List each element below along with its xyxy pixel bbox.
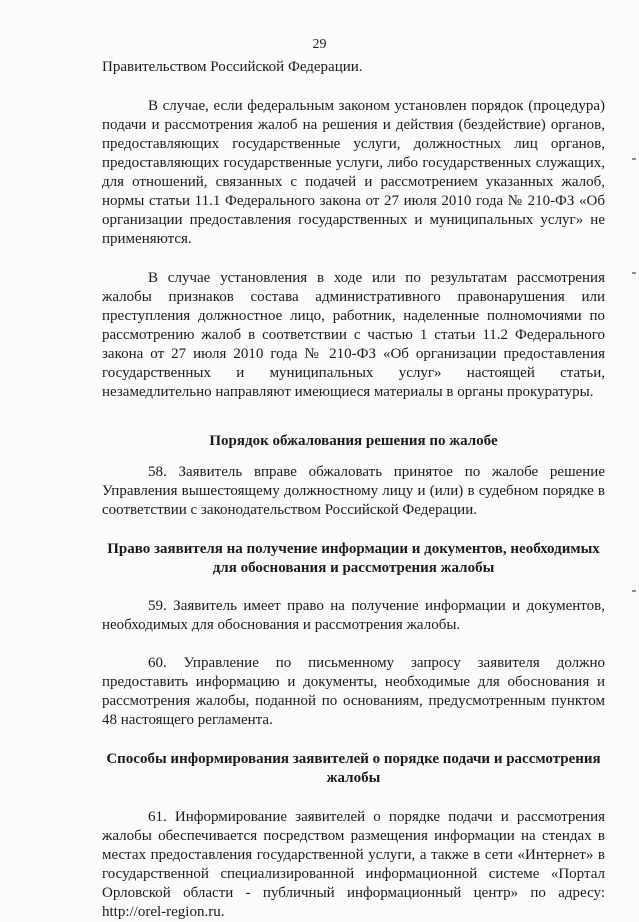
scan-margin-mark	[632, 158, 636, 160]
paragraph-violation-signs: В случае установления в ходе или по результатам рассмотрения жалобы признаков состава административного правонарушения или преступления должностное лицо, работник, наделенные полномочиями по рассмотрению жалоб в соответствии с частью 1 статьи 11.2 Федерального закона от 27 июля 2010 года № 210-ФЗ «Об организации предоставления государственных и муниципальных услуг» настоящей статьи, незамедлительно направляют имеющиеся материалы в органы прокуратуры.	[102, 270, 605, 400]
page-number: 29	[312, 37, 327, 52]
paragraph-complaint-procedure: В случае, если федеральным законом установлен порядок (процедура) подачи и рассмотрения жалоб на решения и действия (бездействие) органов, предоставляющих государственные услуги, должностных лиц органов, предоставляющих государственные услуги, либо государственных служащих, для отношений, связанных с подачей и рассмотрением указанных жалоб, нормы статьи 11.1 Федерального закона от 27 июля 2010 года № 210-ФЗ «Об организации предоставления государственных и муниципальных услуг» не применяются.	[102, 98, 605, 247]
paragraph-61: 61. Информирование заявителей о порядке подачи и рассмотрения жалобы обеспечивается посредством размещения информации на стендах в местах предоставления государственной услуги, а также в сети «Интернет» в государственной специализированной информационной системе «Портал Орловской области - публичный информационный центр» по адресу: http://orel-region.ru.	[102, 809, 605, 920]
paragraph-58: 58. Заявитель вправе обжаловать принятое по жалобе решение Управления вышестоящему должностному лицу и (или) в судебном порядке в соответствии с законодательством Российской Федерации.	[102, 464, 605, 518]
paragraph-59: 59. Заявитель имеет право на получение информации и документов, необходимых для обоснования и рассмотрения жалобы.	[102, 598, 605, 633]
document-body	[102, 58, 605, 922]
paragraph-60: 60. Управление по письменному запросу заявителя должно предоставить информацию и документы, необходимые для обоснования и рассмотрения жалобы, поданной по основаниям, предусмотренным пунктом 48 настоящего регламента.	[102, 655, 605, 728]
section-heading-appeal: Порядок обжалования решения по жалобе	[209, 433, 498, 449]
paragraph-continuation: Правительством Российской Федерации.	[102, 59, 363, 75]
section-heading-right-to-information: Право заявителя на получение информации и документов, необходимых для обоснования и рассмотрения жалобы	[107, 541, 600, 576]
section-heading-informing-methods: Способы информирования заявителей о порядке подачи и рассмотрения жалобы	[106, 751, 601, 786]
scan-margin-mark	[632, 590, 636, 592]
scan-margin-mark	[632, 272, 636, 274]
